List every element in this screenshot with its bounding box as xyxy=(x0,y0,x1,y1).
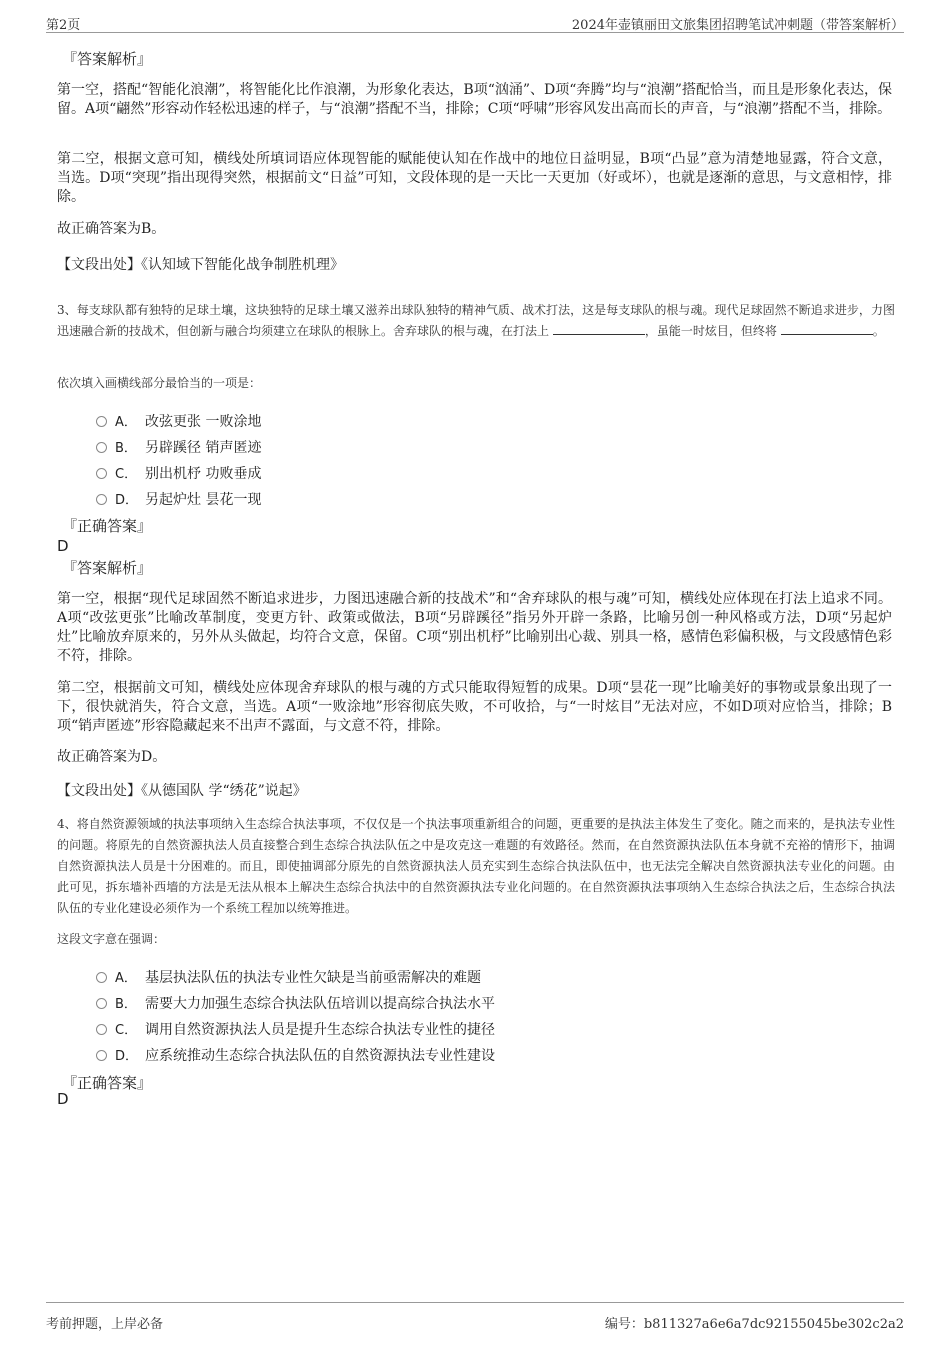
q3-stem xyxy=(57,300,895,342)
page-footer xyxy=(46,1302,904,1333)
q3-prompt: 依次填入画横线部分最恰当的一项是： xyxy=(57,376,262,390)
q3-option-c[interactable]: C． 别出机杼 功败垂成 xyxy=(96,463,261,483)
q3-analysis-label: 『答案解析』 xyxy=(62,559,153,577)
document-code: 编号：b811327a6e6a7dc92155045be302c2a2 xyxy=(604,1317,904,1332)
radio-button[interactable] xyxy=(96,494,107,505)
q4-option-a[interactable]: A． 基层执法队伍的执法专业性欠缺是当前亟需解决的难题 xyxy=(96,967,481,987)
q3-correct-label: 『正确答案』 xyxy=(62,517,153,535)
radio-button[interactable] xyxy=(96,416,107,427)
q2-conclusion: 故正确答案为B。 xyxy=(57,221,166,237)
q3-option-d[interactable]: D． 另起炉灶 昙花一现 xyxy=(96,489,261,509)
q4-option-d[interactable]: D． 应系统推动生态综合执法队伍的自然资源执法专业性建设 xyxy=(96,1045,495,1065)
q3-correct-answer: D xyxy=(57,537,69,555)
q2-analysis-label: 『答案解析』 xyxy=(62,50,153,68)
q2-analysis-para-2: 第二空，根据文意可知，横线处所填词语应体现智能的赋能使认知在作战中的地位日益明显，B项“凸显”意为清楚地显露，符合文意，当选。D项“突现”指出现得突然，根据前文“日益”可知，文段体现的是一天比一天更加（好或坏），也就是逐渐的意思，与文意相悖，排除。 xyxy=(57,151,892,205)
page-number: 第2页 xyxy=(46,18,81,33)
radio-button[interactable] xyxy=(96,998,107,1009)
q3-stem-part-1: 3、每支球队都有独特的足球土壤，这块独特的足球土壤又滋养出球队独特的精神气质、战术打法，这是每支球队的根与魂。现代足球固然不断追求进步，力图迅速融合新的技战术，但创新与融合均须建立在球队的根脉上。舍弃球队的根与魂，在打法上 xyxy=(57,303,895,338)
radio-button[interactable] xyxy=(96,442,107,453)
radio-button[interactable] xyxy=(96,468,107,479)
q3-analysis-para-2: 第二空，根据前文可知，横线处应体现舍弃球队的根与魂的方式只能取得短暂的成果。D项“昙花一现”比喻美好的事物或景象出现了一下，很快就消失，符合文意，当选。A项“一败涂地”形容彻底失败，不可收拾，与“一时炫目”无法对应，不如D项对应恰当，排除；B项“销声匿迹”形容隐藏起来不出声不露面，与文意不符，排除。 xyxy=(57,680,892,734)
q3-source-label: 【文段出处】 xyxy=(57,783,141,799)
q3-source xyxy=(57,782,307,801)
q2-source-text: 《认知域下智能化战争制胜机理》 xyxy=(141,257,344,273)
q3-blank-1 xyxy=(553,322,645,335)
q4-option-c[interactable]: C． 调用自然资源执法人员是提升生态综合执法专业性的捷径 xyxy=(96,1019,495,1039)
q3-option-a[interactable]: A． 改弦更张 一败涂地 xyxy=(96,411,261,431)
q4-correct-label: 『正确答案』 xyxy=(62,1074,153,1092)
q3-option-b[interactable]: B． 另辟蹊径 销声匿迹 xyxy=(96,437,261,457)
q4-stem: 4、将自然资源领域的执法事项纳入生态综合执法事项，不仅仅是一个执法事项重新组合的问题，更重要的是执法主体发生了变化。随之而来的，是执法专业性的问题。将原先的自然资源执法人员直接整合到生态综合执法队伍之中是攻克这一难题的有效路径。然而，在自然资源执法队伍本身就不充裕的情形下，抽调自然资源执法人员是十分困难的。而且，即使抽调部分原先的自然资源执法人员充实到生态综合执法队伍中，也无法完全解决自然资源执法专业化的问题。由此可见，拆东墙补西墙的方法是无法从根本上解决生态综合执法中的自然资源执法专业化问题的。在自然资源执法事项纳入生态综合执法之后，生态综合执法队伍的专业化建设必须作为一个系统工程加以统筹推进。 xyxy=(57,817,895,915)
q3-blank-2 xyxy=(781,322,873,335)
q4-option-b[interactable]: B． 需要大力加强生态综合执法队伍培训以提高综合执法水平 xyxy=(96,993,495,1013)
q3-stem-part-2: ，虽能一时炫目，但终将 xyxy=(644,324,777,338)
radio-button[interactable] xyxy=(96,1024,107,1035)
radio-button[interactable] xyxy=(96,972,107,983)
page-header xyxy=(46,12,904,33)
q3-conclusion: 故正确答案为D。 xyxy=(57,749,167,765)
footer-slogan: 考前押题，上岸必备 xyxy=(46,1317,164,1332)
document-title: 2024年壶镇丽田文旅集团招聘笔试冲刺题（带答案解析） xyxy=(571,18,904,33)
q2-source-label: 【文段出处】 xyxy=(57,257,141,273)
q3-stem-part-3: 。 xyxy=(872,324,885,338)
q4-correct-answer: D xyxy=(57,1090,69,1108)
radio-button[interactable] xyxy=(96,1050,107,1061)
q3-source-text: 《从德国队 学“绣花”说起》 xyxy=(141,783,307,799)
q2-analysis-para-1: 第一空，搭配“智能化浪潮”，将智能化比作浪潮，为形象化表达，B项“汹涌”、D项“奔腾”均与“浪潮”搭配恰当，而且是形象化表达，保留。A项“翩然”形容动作轻松迅速的样子，与“浪潮”搭配不当，排除；C项“呼啸”形容风发出高而长的声音，与“浪潮”搭配不当，排除。 xyxy=(57,82,892,117)
q3-analysis-para-1: 第一空，根据“现代足球固然不断追求进步，力图迅速融合新的技战术”和“舍弃球队的根与魂”可知，横线处应体现在打法上追求不同。A项“改弦更张”比喻改革制度，变更方针、政策或做法，B项“另辟蹊径”指另外开辟一条路，比喻另创一种风格或方法，D项“另起炉灶”比喻放弃原来的，另外从头做起，均符合文意，保留。C项“别出机杼”比喻别出心裁、别具一格，感情色彩偏积极，与文段感情色彩不符，排除。 xyxy=(57,591,892,664)
q4-prompt: 这段文字意在强调： xyxy=(57,932,166,946)
q2-source xyxy=(57,256,344,275)
